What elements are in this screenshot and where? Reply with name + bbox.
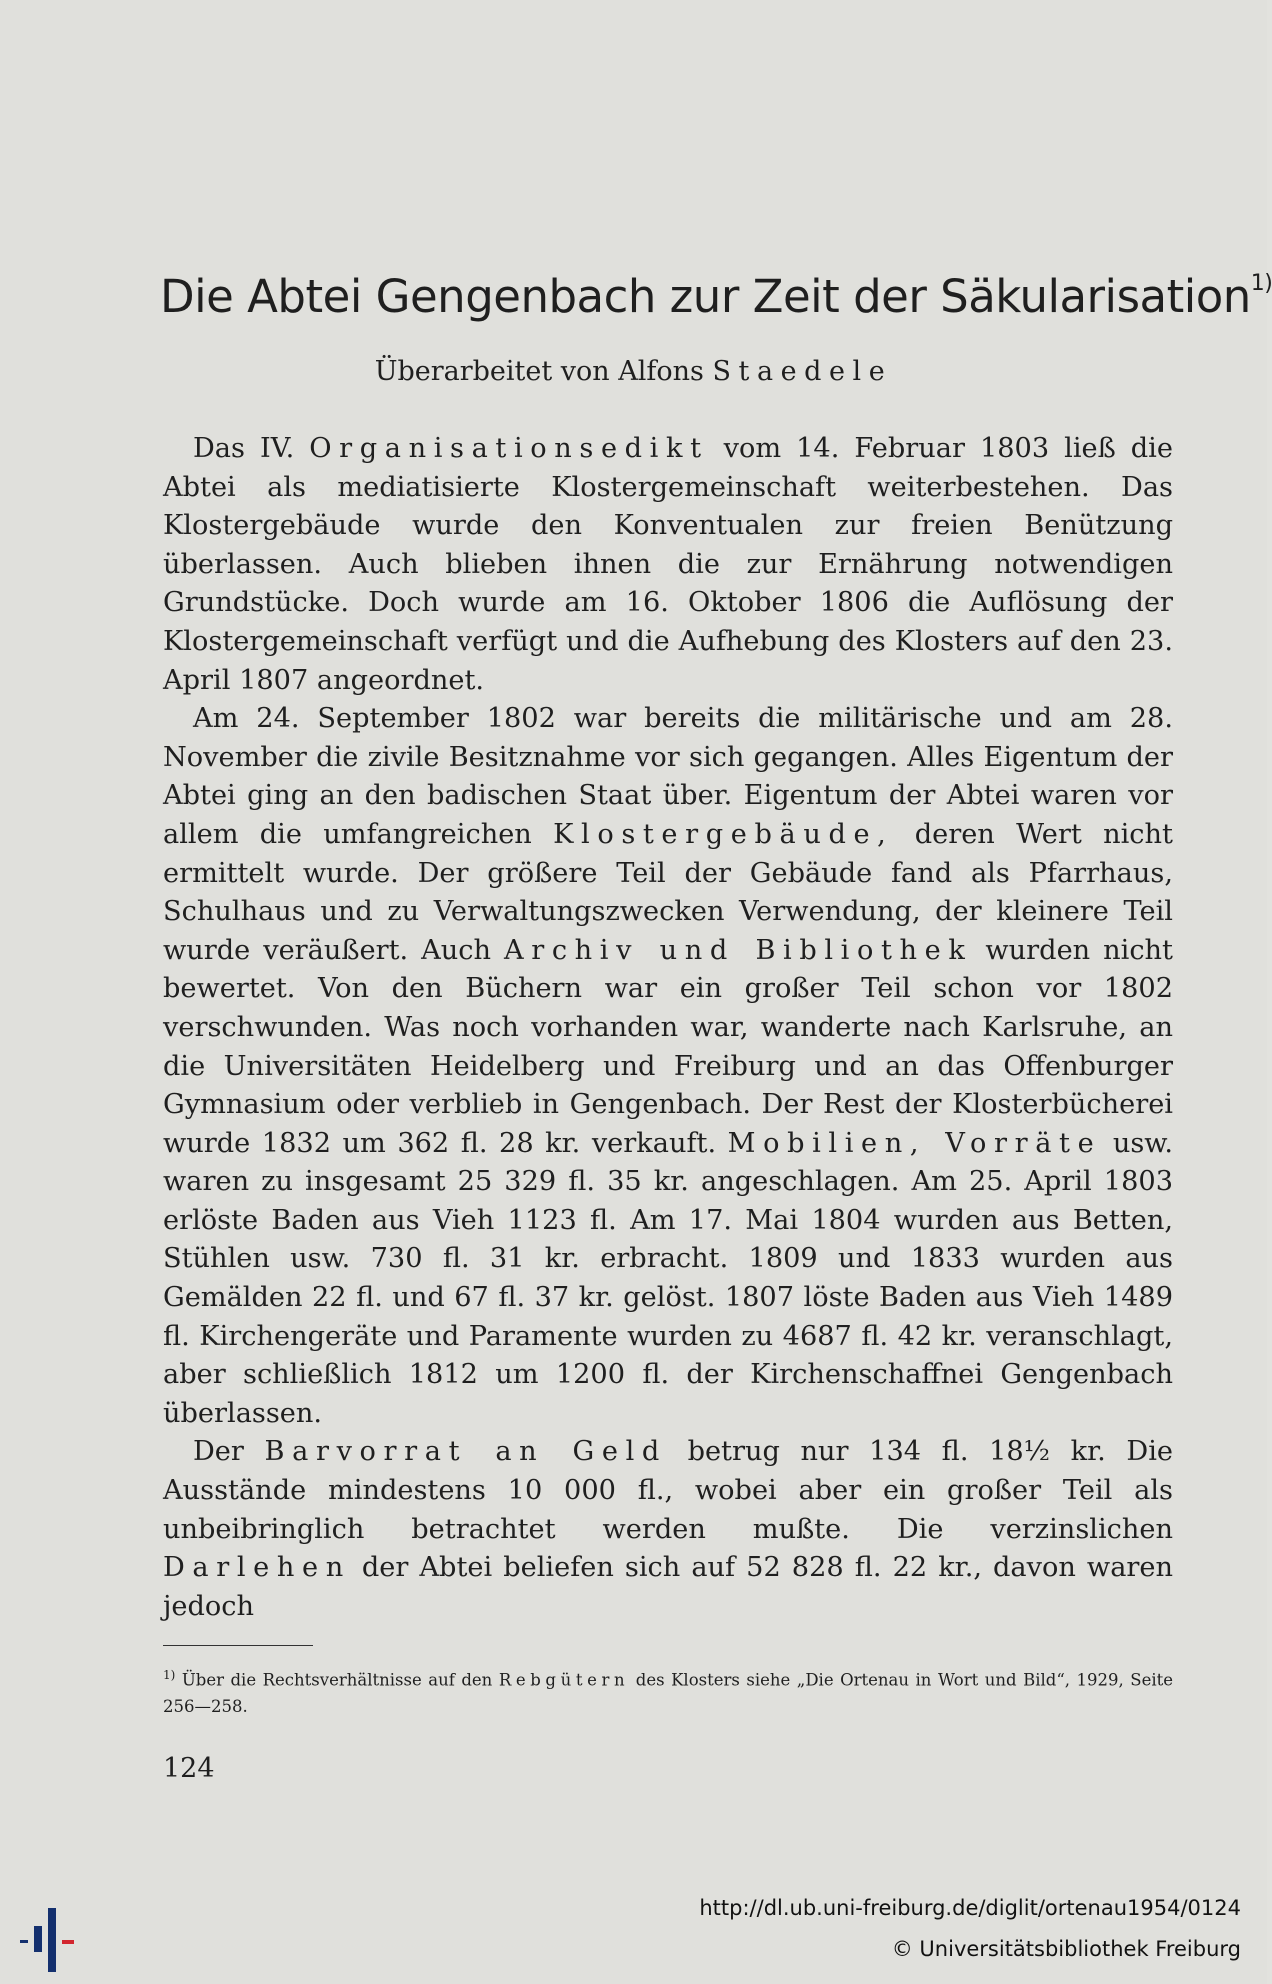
paragraph-3-spaced-2: Darlehen (163, 1552, 351, 1584)
title-footnote-mark: 1) (1250, 271, 1272, 296)
logo-bar-left (20, 1940, 28, 1943)
paragraph-2-spaced-2: Archiv und Bibliothek (503, 934, 973, 966)
logo-bar-1 (34, 1926, 42, 1952)
paragraph-1-spaced-1: Organisationsedikt (309, 433, 709, 464)
copyright-notice: © Universitätsbibliothek Freiburg (891, 1937, 1241, 1961)
paragraph-2-text-3: wurden nicht bewertet. Von den Büchern war ein großer Teil schon vor 1802 verschwunden. Was noch vorhanden war, wanderte nach Karlsruhe, an die Universitäten Heidelberg und Freiburg und an das Offenburger Gymnasium oder verblieb in Gengenbach. Der Rest der Klosterbücherei wurde 1832 um 362 fl. 28 kr. verkauft. (163, 934, 1173, 1159)
article-byline (0, 356, 1267, 387)
article-title-text: Die Abtei Gengenbach zur Zeit der Säkularisation (160, 270, 1251, 323)
paragraph-2-text-4: usw. waren zu insgesamt 25 329 fl. 35 kr. angeschlagen. Am 25. April 1803 erlöste Baden aus Vieh 1123 fl. Am 17. Mai 1804 wurden aus Betten, Stühlen usw. 730 fl. 31 kr. erbracht. 1809 und 1833 wurden aus Gemälden 22 fl. und 67 fl. 37 kr. gelöst. 1807 löste Baden aus Vieh 1489 fl. Kirchengeräte und Paramente wurden zu 4687 fl. 42 kr. veranschlagt, aber schließlich 1812 um 1200 fl. der Kirchenschaffnei Gengenbach überlassen. (163, 1127, 1173, 1429)
paragraph-3-text-1: Der (193, 1436, 244, 1468)
byline-prefix: Überarbeitet von Alfons (374, 356, 704, 387)
paragraph-2 (163, 700, 1173, 1433)
paragraph-1-text-2: vom 14. Februar 1803 ließ die Abtei als mediatisierte Klostergemeinschaft weiterbestehen. Das Klostergebäude wurde den Konventualen zur freien Benützung überlassen. Auch blieben ihnen die zur Ernährung notwendigen Grundstücke. Doch wurde am 16. Oktober 1806 die Auflösung der Klostergemeinschaft verfügt und die Aufhebung des Klosters auf den 23. April 1807 angeordnet. (163, 433, 1173, 696)
article-body (163, 430, 1173, 1626)
paragraph-3-text-3: der Abtei beliefen sich auf 52 828 fl. 22 kr., davon waren jedoch (163, 1552, 1173, 1622)
paragraph-1 (163, 430, 1173, 700)
logo-bar-red (62, 1940, 74, 1944)
paragraph-2-spaced-3: Mobilien, Vorräte (727, 1127, 1102, 1159)
paragraph-1-text-1: Das IV. (193, 433, 295, 464)
paragraph-2-spaced-1: Klostergebäude, (553, 818, 894, 850)
paragraph-2-text-2: deren Wert nicht ermittelt wurde. Der größere Teil der Gebäude fand als Pfarrhaus, Schulhaus und zu Verwaltungszwecken Verwendung, der kleinere Teil wurde veräußert. Auch (163, 818, 1173, 966)
footnote (163, 1662, 1173, 1720)
page-number: 124 (163, 1753, 215, 1784)
paragraph-3-spaced-1: Barvorrat an Geld (264, 1436, 667, 1468)
footnote-divider (163, 1645, 313, 1646)
footnote-text-after: des Klosters siehe „Die Ortenau in Wort und Bild“, 1929, Seite 256—258. (163, 1670, 1174, 1716)
byline-author: Staedele (712, 356, 893, 387)
footnote-spaced-term: Rebgütern (498, 1670, 630, 1690)
document-url-link[interactable]: http://dl.ub.uni-freiburg.de/diglit/ortenau1954/0124 (699, 1896, 1241, 1920)
paragraph-3 (163, 1433, 1173, 1626)
paragraph-3-text-2: betrug nur 134 fl. 18½ kr. Die Ausstände mindestens 10 000 fl., wobei aber ein großer Teil als unbeibringlich betrachtet werden mußte. Die verzinslichen (163, 1436, 1173, 1545)
article-title (160, 270, 1272, 323)
footnote-text-before: Über die Rechtsverhältnisse auf den (181, 1670, 493, 1690)
ub-freiburg-logo-icon (14, 1904, 82, 1976)
logo-bar-2 (48, 1908, 56, 1972)
paragraph-2-text-1: Am 24. September 1802 war bereits die militärische und am 28. November die zivile Besitznahme vor sich gegangen. Alles Eigentum der Abtei ging an den badischen Staat über. Eigentum der Abtei waren vor allem die umfangreichen (163, 703, 1173, 850)
footnote-mark: 1) (163, 1668, 176, 1682)
